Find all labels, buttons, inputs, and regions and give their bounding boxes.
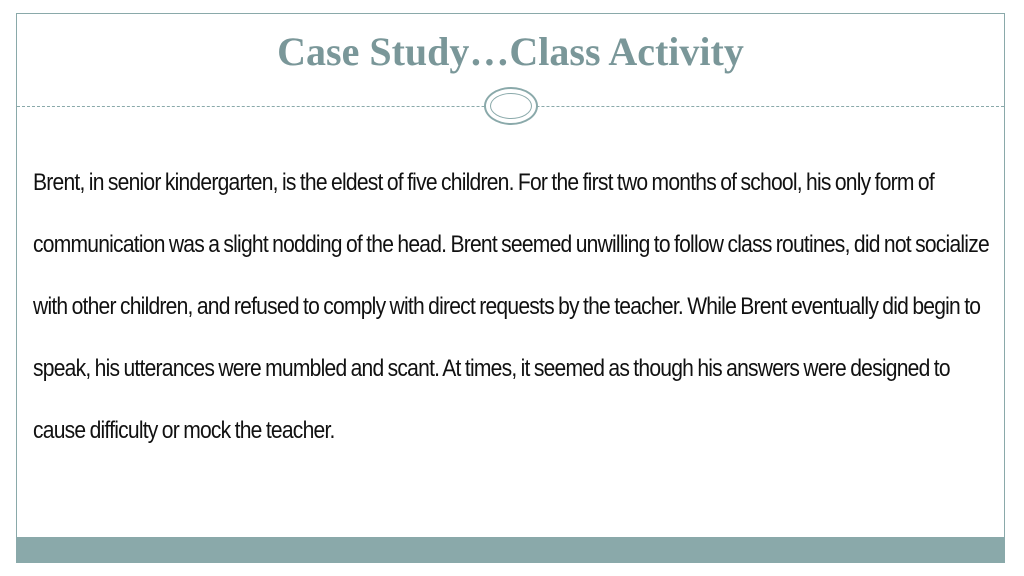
oval-ornament-inner — [490, 93, 532, 119]
footer-bar — [16, 537, 1005, 563]
slide-title: Case Study…Class Activity — [277, 29, 744, 74]
case-study-text: Brent, in senior kindergarten, is the eldest of five children. For the first two months of school, his only form of communication was a slight nodding of the head. Brent seemed unwilling to follow class routines, did not socialize with other children, and refused to comply with direct requests by the teacher. While Brent eventually did begin to speak, his utterances were mumbled and scant. At times, it seemed as though his answers were designed to cause difficulty or mock the teacher. — [33, 169, 989, 444]
oval-ornament-icon — [484, 87, 538, 125]
